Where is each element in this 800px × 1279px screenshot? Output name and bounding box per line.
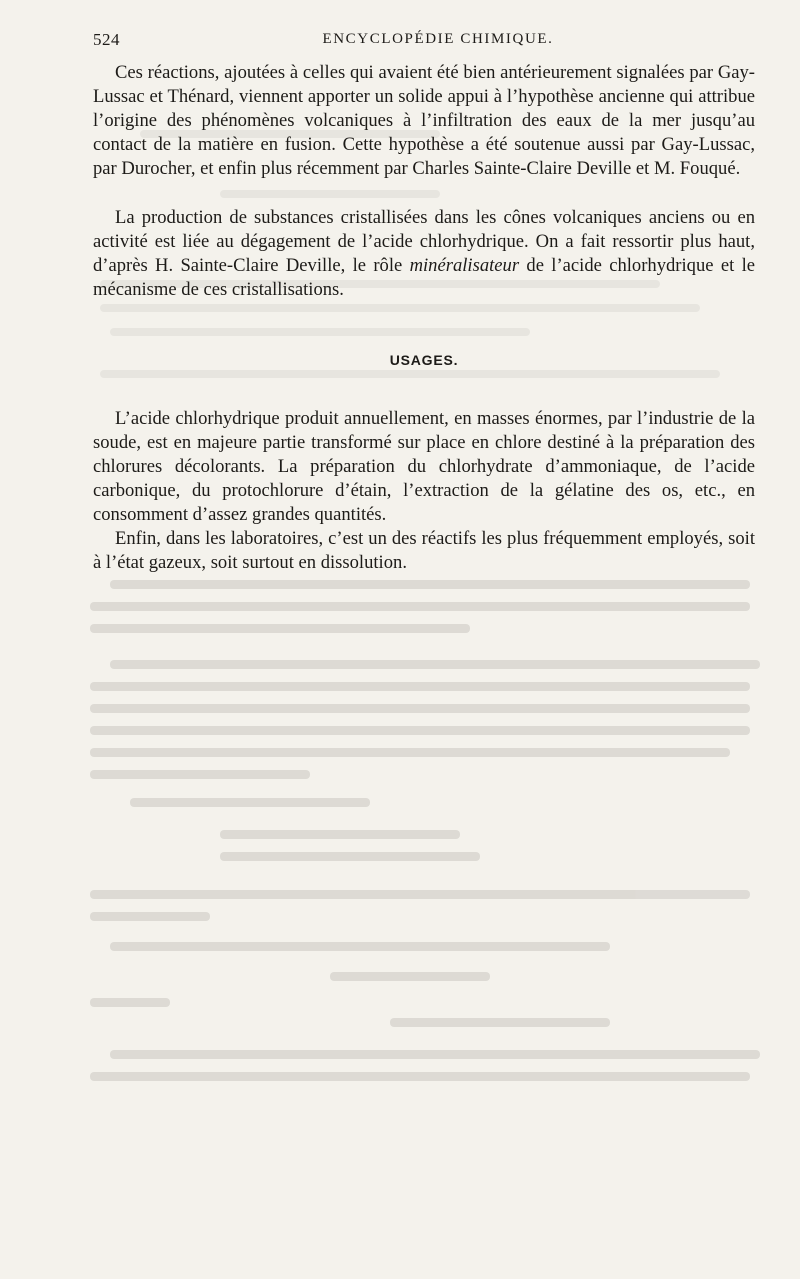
paragraph-text: Ces réactions, ajoutées à celles qui avaient été bien antérieurement signalées par Gay-Lussac et Thénard, viennent apporter un solide appui à l’hypothèse ancienne qui attribue l’origine des phénomènes volcaniques à l’infiltration des eaux de la mer jusqu’au contact de la matière en fusion. Cette hypothèse a été soutenue aussi par Gay-Lussac, par Durocher, et enfin plus récemment par Charles Sainte-Claire Deville et M. Fouqué. (93, 62, 755, 180)
running-title: ENCYCLOPÉDIE CHIMIQUE. (322, 31, 554, 47)
paragraph-text: L’acide chlorhydrique produit annuellement, en masses énormes, par l’industrie de la soude, est en majeure partie transformé sur place en chlore destiné à la préparation des chlorures décolorants. La préparation du chlorhydrate d’ammoniaque, de l’acide carbonique, du protochlorure d’étain, l’extraction de la gélatine des os, etc., en consomment d’assez grandes quantités. (93, 408, 755, 526)
paragraph-crystallisation (93, 206, 755, 302)
paragraph-text: Enfin, dans les laboratoires, c’est un des réactifs les plus fréquemment employés, soit à l’état gazeux, soit surtout en dissolution. (93, 528, 755, 574)
running-head (93, 30, 753, 54)
paragraph-volcanic-hypothesis (93, 61, 755, 181)
paragraph-industrial-uses (93, 407, 755, 527)
section-heading: USAGES. (389, 352, 459, 368)
paragraph-text-part: La production de substances cristallisées dans les cônes volcaniques anciens ou en activité est liée au dégagement de l’acide chlorhydrique. On a fait ressortir plus haut, d’après H. Sainte-Claire Deville, le rôle (93, 207, 755, 277)
paragraph-laboratory-uses (93, 527, 755, 575)
emphasis-term: minéralisateur (409, 255, 520, 277)
page-number: 524 (93, 30, 120, 49)
paragraph-text-part: de l’acide chlorhydrique et le mécanisme de ces cristallisations. (93, 255, 755, 301)
show-through-texture (90, 580, 770, 1100)
paragraph-text (93, 206, 755, 302)
